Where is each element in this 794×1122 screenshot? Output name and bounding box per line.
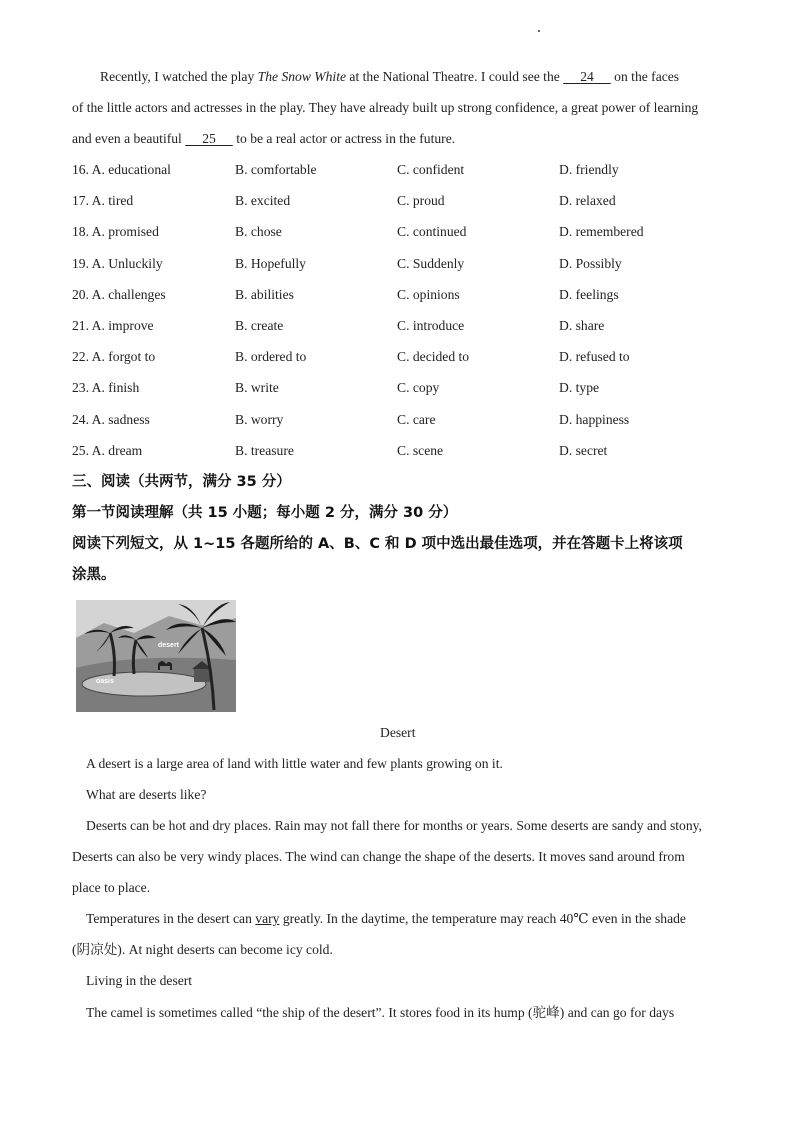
question-number: 18. — [72, 224, 89, 240]
question-number: 16. — [72, 162, 89, 177]
question-row — [72, 286, 752, 304]
option-a-text: A. dream — [91, 442, 143, 458]
article-title: Desert — [380, 725, 416, 740]
option-d: D. refused to — [559, 349, 630, 365]
option-d: D. relaxed — [559, 193, 616, 209]
article-paragraph-2-line-1: Deserts can be hot and dry places. Rain may not fall there for months or years. Some deserts are sandy and stony, — [86, 818, 702, 833]
option-a — [72, 223, 159, 241]
play-title: The Snow White — [257, 69, 347, 84]
option-a-text: A. forgot to — [91, 349, 156, 365]
question-number: 23. — [72, 380, 89, 396]
option-d: D. Possibly — [559, 255, 622, 271]
option-a-text: A. Unluckily — [91, 255, 163, 271]
scan-dot — [538, 30, 540, 32]
underlined-word-vary: vary — [255, 911, 280, 926]
question-row — [72, 161, 752, 179]
passage-text: at the National Theatre. I could see the — [346, 69, 564, 84]
option-c: C. scene — [397, 442, 444, 458]
option-a-text: A. challenges — [91, 286, 166, 302]
option-c: C. confident — [397, 162, 465, 177]
passage-text: to be a real actor or actress in the future. — [232, 131, 456, 146]
option-a-text: A. improve — [91, 318, 154, 333]
option-a — [72, 348, 155, 366]
article-subheading-1: What are deserts like? — [86, 787, 207, 802]
option-d: D. feelings — [559, 286, 619, 302]
desert-oasis-illustration — [74, 598, 238, 714]
instruction-line-2: 涂黑。 — [72, 567, 116, 583]
passage-text: and even a beautiful — [72, 131, 186, 146]
option-a-text: A. tired — [91, 193, 134, 209]
option-c: C. decided to — [397, 349, 470, 365]
option-c: C. copy — [397, 380, 440, 396]
option-b: B. comfortable — [235, 162, 317, 177]
question-row — [72, 348, 752, 366]
option-c: C. proud — [397, 193, 445, 209]
blank-24: 24 — [580, 69, 594, 84]
passage-text: on the faces — [610, 69, 680, 84]
question-number: 20. — [72, 286, 89, 302]
option-d: D. type — [559, 380, 600, 396]
question-row — [72, 255, 752, 273]
question-row — [72, 192, 752, 210]
article-subheading-2: Living in the desert — [86, 973, 193, 988]
question-row — [72, 442, 752, 460]
passage-line-3 — [72, 130, 455, 148]
option-a — [72, 255, 163, 273]
option-a-text: A. sadness — [91, 411, 150, 427]
section-heading: 三、阅读（共两节，满分 35 分） — [72, 474, 291, 490]
option-d: D. share — [559, 318, 605, 333]
option-a-text: A. promised — [91, 224, 159, 240]
question-row — [72, 411, 752, 429]
option-c: C. care — [397, 411, 436, 427]
question-row — [72, 317, 752, 335]
option-a — [72, 317, 154, 335]
option-a-text: A. educational — [91, 162, 171, 177]
option-d: D. secret — [559, 442, 608, 458]
option-c: C. Suddenly — [397, 255, 465, 271]
option-b: B. write — [235, 380, 279, 396]
option-a — [72, 379, 139, 397]
question-number: 22. — [72, 349, 89, 365]
option-b: B. excited — [235, 193, 291, 209]
option-a — [72, 286, 166, 304]
option-a — [72, 161, 171, 179]
instruction-line-1: 阅读下列短文，从 1~15 各题所给的 A、B、C 和 D 项中选出最佳选项，并在答题卡上将该项 — [72, 536, 683, 552]
article-text: Temperatures in the desert can — [86, 911, 256, 926]
question-row — [72, 223, 752, 241]
question-number: 25. — [72, 442, 89, 458]
option-d: D. friendly — [559, 162, 619, 177]
desert-label: desert — [158, 642, 180, 649]
option-a — [72, 192, 133, 210]
option-c: C. introduce — [397, 318, 465, 333]
option-b: B. create — [235, 318, 284, 333]
article-paragraph-3-line-2: (阴凉处). At night deserts can become icy cold. — [72, 942, 333, 957]
question-row — [72, 379, 752, 397]
option-a — [72, 442, 142, 460]
article-paragraph-1: A desert is a large area of land with little water and few plants growing on it. — [86, 756, 503, 771]
option-b: B. abilities — [235, 286, 294, 302]
option-c: C. opinions — [397, 286, 460, 302]
option-b: B. ordered to — [235, 349, 307, 365]
option-d: D. happiness — [559, 411, 630, 427]
article-paragraph-2-line-2: Deserts can also be very windy places. The wind can change the shape of the deserts. It moves sand around from — [72, 849, 685, 864]
option-b: B. treasure — [235, 442, 294, 458]
option-c: C. continued — [397, 224, 467, 240]
option-d: D. remembered — [559, 224, 644, 240]
passage-line-2: of the little actors and actresses in the play. They have already built up strong confidence, a great power of learning — [72, 100, 699, 115]
option-b: B. chose — [235, 224, 282, 240]
section-subheading: 第一节阅读理解（共 15 小题；每小题 2 分，满分 30 分） — [72, 505, 458, 521]
article-paragraph-2-line-3: place to place. — [72, 880, 151, 895]
article-paragraph-3-line-1 — [86, 910, 686, 928]
blank-25: 25 — [202, 131, 216, 146]
option-b: B. worry — [235, 411, 284, 427]
passage-text: Recently, I watched the play — [100, 69, 258, 84]
option-a-text: A. finish — [91, 380, 140, 396]
oasis-label: oasis — [96, 678, 114, 685]
option-b: B. Hopefully — [235, 255, 306, 271]
question-number: 21. — [72, 318, 89, 333]
passage-line-1 — [100, 68, 679, 86]
article-text: greatly. In the daytime, the temperature may reach 40℃ even in the shade — [279, 911, 686, 926]
option-a — [72, 411, 150, 429]
article-paragraph-4-line-1: The camel is sometimes called “the ship of the desert”. It stores food in its hump (驼峰) and can go for days — [86, 1005, 675, 1020]
question-number: 17. — [72, 193, 89, 209]
question-number: 19. — [72, 255, 89, 271]
question-number: 24. — [72, 411, 89, 427]
